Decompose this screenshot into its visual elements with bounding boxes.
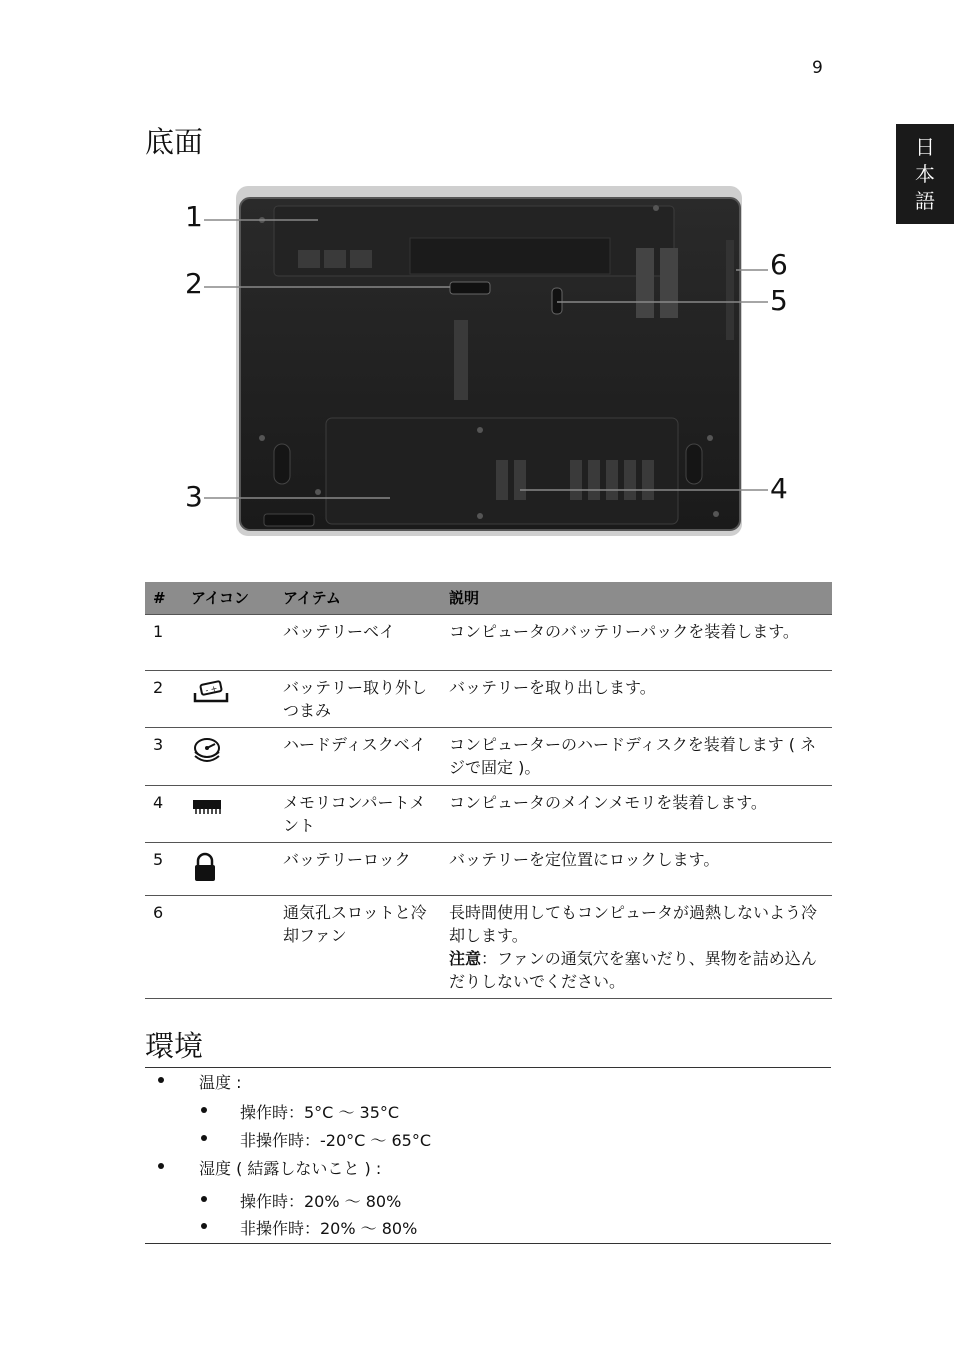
row-description: バッテリーを定位置にロックします。 — [441, 843, 832, 896]
bullet-icon — [158, 1163, 164, 1169]
bottom-features-table — [145, 582, 832, 999]
row-item: バッテリーロック — [275, 843, 441, 896]
divider — [145, 1243, 831, 1244]
row-description: コンピューターのハードディスクを装着します ( ネジで固定 )。 — [441, 728, 832, 786]
language-tab-char: 語 — [915, 188, 935, 213]
row-item: バッテリー取り外しつまみ — [275, 671, 441, 728]
table-row — [145, 728, 832, 786]
callout-5: 5 — [770, 284, 788, 317]
memory-icon — [191, 794, 223, 818]
row-description: バッテリーを取り出します。 — [441, 671, 832, 728]
section-title-environment: 環境 — [145, 1029, 204, 1063]
lock-icon — [191, 851, 219, 883]
row-number: 3 — [145, 728, 183, 786]
row-description: コンピュータのメインメモリを装着します。 — [441, 786, 832, 843]
callout-4: 4 — [770, 472, 788, 505]
callout-3: 3 — [185, 480, 203, 513]
row-number: 5 — [145, 843, 183, 896]
row-number: 6 — [145, 896, 183, 999]
laptop-bottom-figure — [180, 180, 800, 540]
battery-release-icon — [191, 679, 231, 707]
row-icon-cell — [183, 728, 275, 786]
hard-disk-icon — [191, 736, 223, 766]
svg-text:- +: - + — [204, 683, 219, 696]
table-row — [145, 843, 832, 896]
table-header-row — [145, 582, 832, 615]
bullet-icon — [201, 1135, 207, 1141]
header-item: アイテム — [275, 582, 441, 615]
row-description — [441, 896, 832, 999]
divider — [145, 1067, 831, 1068]
row-icon-cell — [183, 671, 275, 728]
language-tab-char: 本 — [915, 161, 935, 186]
bullet-icon — [158, 1077, 164, 1083]
section-title-bottom: 底面 — [145, 125, 204, 159]
header-number: # — [145, 582, 183, 615]
row-icon-cell — [183, 896, 275, 999]
row-item: バッテリーベイ — [275, 615, 441, 671]
list-item-hum-operating: 操作時：20% ～ 80% — [240, 1192, 402, 1211]
table-row — [145, 786, 832, 843]
language-tab — [896, 124, 954, 224]
bullet-icon — [201, 1107, 207, 1113]
table-row — [145, 615, 832, 671]
callout-1: 1 — [185, 200, 203, 233]
row-description-text: 長時間使用してもコンピュータが過熱しないよう冷却します。 — [449, 903, 818, 945]
row-note — [449, 947, 824, 993]
row-icon-cell — [183, 786, 275, 843]
row-item: 通気孔スロットと冷却ファン — [275, 896, 441, 999]
bullet-icon — [201, 1196, 207, 1202]
row-icon-cell — [183, 615, 275, 671]
bullet-icon — [201, 1223, 207, 1229]
language-tab-char: 日 — [915, 134, 935, 159]
row-number: 4 — [145, 786, 183, 843]
row-item: ハードディスクベイ — [275, 728, 441, 786]
list-item-temp-operating: 操作時：5°C ～ 35°C — [240, 1103, 400, 1122]
table-row — [145, 671, 832, 728]
laptop-bottom-illustration — [180, 180, 800, 540]
note-label: 注意 — [449, 949, 482, 968]
callout-6: 6 — [770, 248, 788, 281]
table-row — [145, 896, 832, 999]
row-icon-cell — [183, 843, 275, 896]
list-item-temperature: 温度 : — [199, 1073, 242, 1092]
row-number: 2 — [145, 671, 183, 728]
list-item-temp-nonoperating: 非操作時：-20°C ～ 65°C — [240, 1131, 432, 1150]
row-item: メモリコンパートメント — [275, 786, 441, 843]
list-item-hum-nonoperating: 非操作時：20% ～ 80% — [240, 1219, 418, 1238]
callout-2: 2 — [185, 267, 203, 300]
page-number: 9 — [812, 58, 823, 78]
header-description: 説明 — [441, 582, 832, 615]
row-description: コンピュータのバッテリーパックを装着します。 — [441, 615, 832, 671]
header-icon: アイコン — [183, 582, 275, 615]
note-text: ：ファンの通気穴を塞いだり、異物を詰め込んだりしないでください。 — [449, 949, 817, 991]
row-number: 1 — [145, 615, 183, 671]
list-item-humidity: 湿度 ( 結露しないこと ) : — [199, 1159, 382, 1178]
